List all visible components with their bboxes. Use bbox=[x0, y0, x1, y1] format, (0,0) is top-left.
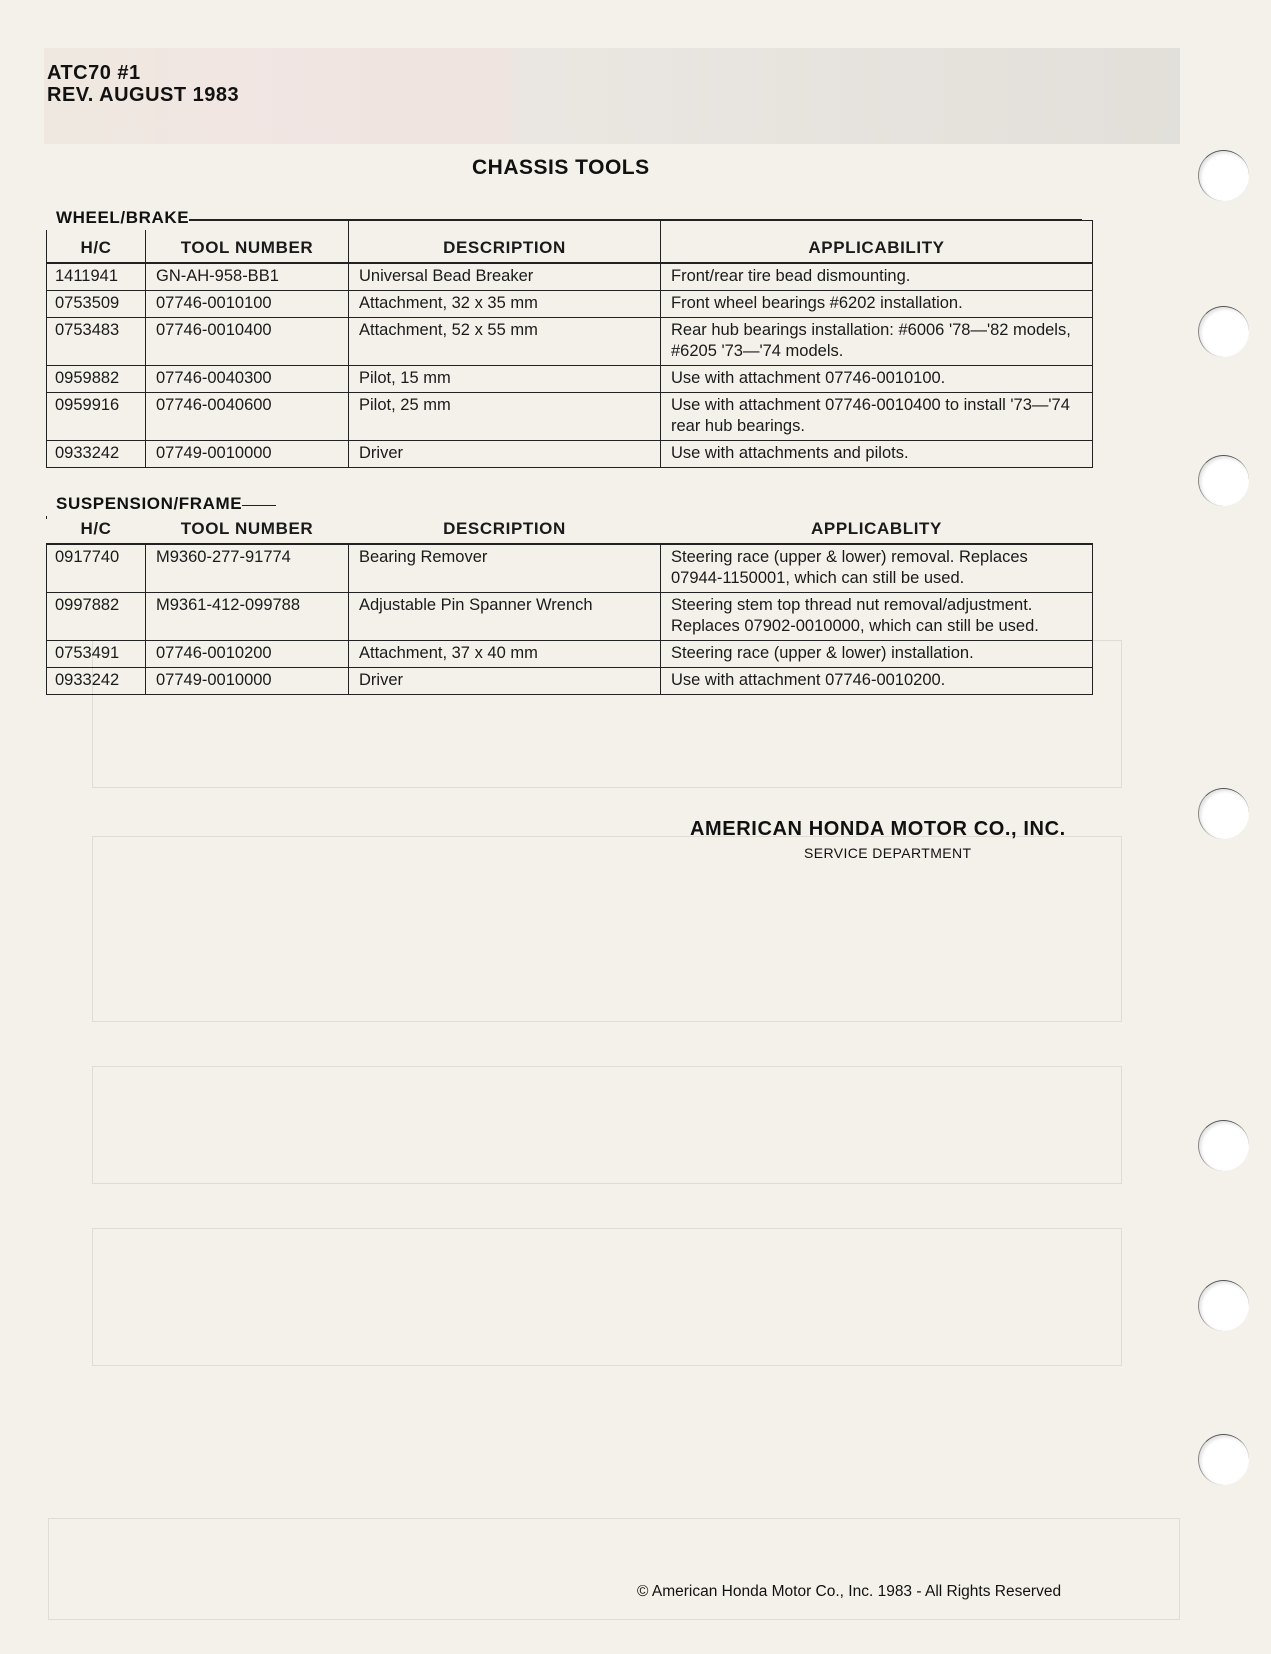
model-label: ATC70 #1 bbox=[47, 62, 141, 84]
applicability-cell: Use with attachments and pilots. bbox=[661, 440, 1093, 467]
page-title: CHASSIS TOOLS bbox=[472, 156, 650, 179]
applicability-cell: Rear hub bearings installation: #6006 '78—'82 models, #6205 '73—'74 models. bbox=[661, 317, 1093, 365]
revision-label: REV. AUGUST 1983 bbox=[47, 84, 240, 106]
suspension-frame-label: SUSPENSION/FRAME bbox=[46, 494, 242, 516]
hc-cell: 0933242 bbox=[47, 440, 146, 467]
description-cell: Driver bbox=[349, 440, 661, 467]
tool-number-cell: GN-AH-958-BB1 bbox=[146, 263, 349, 291]
table-row bbox=[47, 263, 1093, 291]
tool-number-cell: M9361-412-099788 bbox=[146, 593, 349, 641]
tool-number-cell: 07749-0010000 bbox=[146, 440, 349, 467]
column-header-hc: H/C bbox=[47, 221, 146, 263]
applicability-cell: Steering stem top thread nut removal/adjustment. Replaces 07902-0010000, which can still be used. bbox=[661, 593, 1093, 641]
hc-cell: 0917740 bbox=[47, 544, 146, 593]
applicability-cell: Front wheel bearings #6202 installation. bbox=[661, 290, 1093, 317]
punch-hole bbox=[1198, 788, 1249, 839]
column-header-applicability: APPLICABLITY bbox=[661, 516, 1093, 544]
table-row bbox=[47, 440, 1093, 467]
copyright-notice: © American Honda Motor Co., Inc. 1983 - All Rights Reserved bbox=[637, 1583, 1062, 1600]
description-cell: Bearing Remover bbox=[349, 544, 661, 593]
punch-hole bbox=[1198, 1434, 1249, 1485]
punch-hole bbox=[1198, 1120, 1249, 1171]
department-name: SERVICE DEPARTMENT bbox=[804, 845, 972, 861]
table-row bbox=[47, 593, 1093, 641]
column-header-applicability: APPLICABILITY bbox=[661, 221, 1093, 263]
table-row bbox=[47, 668, 1093, 695]
description-cell: Attachment, 52 x 55 mm bbox=[349, 317, 661, 365]
table-row bbox=[47, 365, 1093, 392]
punch-hole bbox=[1198, 455, 1249, 506]
applicability-cell: Steering race (upper & lower) removal. Replaces 07944-1150001, which can still be used. bbox=[661, 544, 1093, 593]
description-cell: Attachment, 32 x 35 mm bbox=[349, 290, 661, 317]
bleed-through-table-4 bbox=[92, 1228, 1122, 1366]
hc-cell: 0959882 bbox=[47, 365, 146, 392]
applicability-cell: Use with attachment 07746-0010200. bbox=[661, 668, 1093, 695]
table-header-row bbox=[47, 221, 1093, 263]
description-cell: Attachment, 37 x 40 mm bbox=[349, 641, 661, 668]
company-name: AMERICAN HONDA MOTOR CO., INC. bbox=[690, 818, 1066, 840]
hc-cell: 1411941 bbox=[47, 263, 146, 291]
column-header-hc: H/C bbox=[47, 516, 146, 544]
applicability-cell: Use with attachment 07746-0010100. bbox=[661, 365, 1093, 392]
description-cell: Adjustable Pin Spanner Wrench bbox=[349, 593, 661, 641]
applicability-cell: Steering race (upper & lower) installation. bbox=[661, 641, 1093, 668]
hc-cell: 0753509 bbox=[47, 290, 146, 317]
tool-number-cell: 07746-0040600 bbox=[146, 392, 349, 440]
bleed-through-table-3 bbox=[92, 1066, 1122, 1184]
hc-cell: 0997882 bbox=[47, 593, 146, 641]
punch-hole bbox=[1198, 150, 1249, 201]
punch-hole bbox=[1198, 306, 1249, 357]
bleed-through-table-5 bbox=[48, 1518, 1180, 1620]
tool-number-cell: M9360-277-91774 bbox=[146, 544, 349, 593]
table-row bbox=[47, 641, 1093, 668]
suspension-frame-section bbox=[46, 494, 1094, 744]
table-row bbox=[47, 392, 1093, 440]
column-header-description: DESCRIPTION bbox=[349, 221, 661, 263]
column-header-description: DESCRIPTION bbox=[349, 516, 661, 544]
applicability-cell: Use with attachment 07746-0010400 to install '73—'74 rear hub bearings. bbox=[661, 392, 1093, 440]
tool-number-cell: 07749-0010000 bbox=[146, 668, 349, 695]
description-cell: Driver bbox=[349, 668, 661, 695]
suspension-frame-table bbox=[46, 516, 1093, 695]
table-row bbox=[47, 544, 1093, 593]
description-cell: Pilot, 15 mm bbox=[349, 365, 661, 392]
table-header-row bbox=[47, 516, 1093, 544]
column-header-tool-number: TOOL NUMBER bbox=[146, 516, 349, 544]
tool-number-cell: 07746-0010100 bbox=[146, 290, 349, 317]
column-header-tool-number: TOOL NUMBER bbox=[146, 221, 349, 263]
punch-hole bbox=[1198, 1280, 1249, 1331]
wheel-brake-table bbox=[46, 220, 1093, 468]
applicability-cell: Front/rear tire bead dismounting. bbox=[661, 263, 1093, 291]
hc-cell: 0933242 bbox=[47, 668, 146, 695]
table-row bbox=[47, 290, 1093, 317]
wheel-brake-section bbox=[46, 208, 1094, 464]
hc-cell: 0753483 bbox=[47, 317, 146, 365]
wheel-brake-label: WHEEL/BRAKE bbox=[46, 208, 189, 230]
hc-cell: 0959916 bbox=[47, 392, 146, 440]
hc-cell: 0753491 bbox=[47, 641, 146, 668]
tool-number-cell: 07746-0040300 bbox=[146, 365, 349, 392]
tool-number-cell: 07746-0010400 bbox=[146, 317, 349, 365]
tool-number-cell: 07746-0010200 bbox=[146, 641, 349, 668]
description-cell: Pilot, 25 mm bbox=[349, 392, 661, 440]
table-row bbox=[47, 317, 1093, 365]
bleed-through-table-2 bbox=[92, 836, 1122, 1022]
description-cell: Universal Bead Breaker bbox=[349, 263, 661, 291]
